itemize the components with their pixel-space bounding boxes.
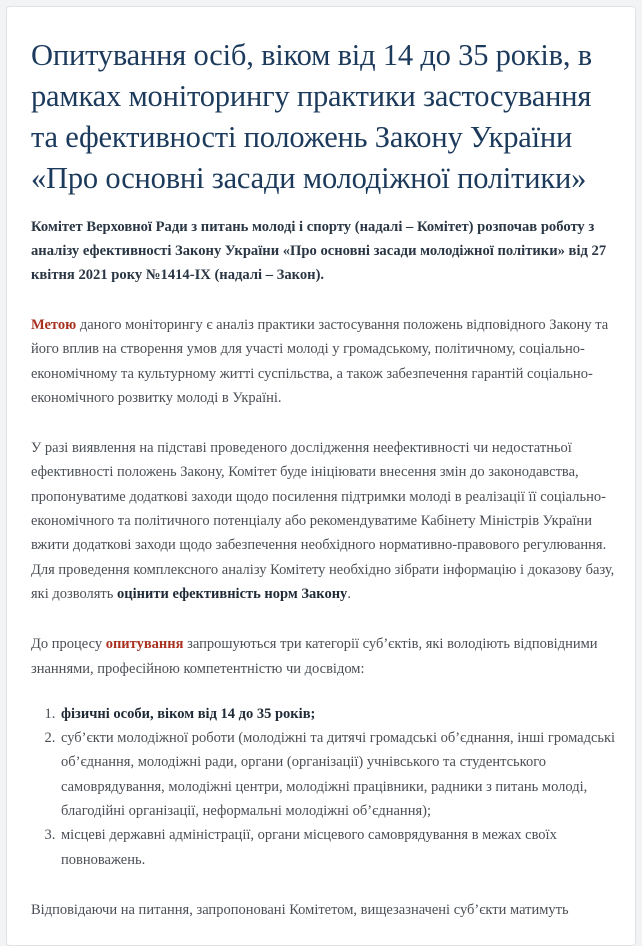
invite-text: До процесу	[31, 636, 106, 653]
invite-text-end: запрошуються три категорії суб’єктів, які володіють відповідними знаннями, професійною компетентністю чи досвідом:	[31, 636, 598, 677]
inefficiency-paragraph: У разі виявлення на підставі проведеного дослідження неефективності чи недостатньої ефективності положень Закону, Комітет буде ініціювати внесення змін до законодавства, пропонуватиме додаткові заходи щодо посилення підтримки молоді в реалізації її соціально-економічного та політичного потенціалу або рекомендуватиме Кабінету Міністрів України вжити додаткові заходи щодо забезпечення необхідного нормативно-правового регулювання.	[31, 440, 607, 554]
list-item-text: місцеві державні адміністрації, органи місцевого самоврядування в межах своїх повноважень.	[61, 827, 557, 868]
list-item-text: фізичні особи, віком від 14 до 35 років;	[61, 705, 316, 722]
analysis-paragraph	[31, 558, 617, 607]
analysis-end: .	[347, 585, 351, 602]
closing-paragraph: Відповідаючи на питання, запропоновані Комітетом, вищезазначені суб’єкти матимуть	[31, 901, 569, 918]
list-item	[59, 726, 617, 823]
list-item	[59, 823, 617, 872]
lead-paragraph: Комітет Верховної Ради з питань молоді і спорту (надалі – Комітет) розпочав роботу з аналізу ефективності Закону України «Про основні засади молодіжної політики» від 27 квітня 2021 року №1414-IX (надалі – Закон).	[31, 219, 607, 283]
purpose-text: даного моніторингу є аналіз практики застосування положень відповідного Закону та його вплив на створення умов для участі молоді у громадському, політичному, соціально-економічному та культурному житті суспільства, а також забезпечення гарантій соціально-економічного розвитку молоді в Україні.	[31, 317, 609, 406]
page-title: Опитування осіб, віком від 14 до 35 років, в рамках моніторингу практики застосування та ефективності положень Закону України «Про основні засади молодіжної політики»	[31, 38, 592, 195]
list-item-text: суб’єкти молодіжної роботи (молодіжні та дитячі громадські об’єднання, інші громадські об’єднання, молодіжні ради, органи (організації) учнівського та студентського самоврядування, молодіжні центри, молодіжні працівники, радники з питань молоді, благодійні організації, неформальні молодіжні об’єднання);	[61, 730, 616, 820]
analysis-text: Для проведення комплексного аналізу Комітету необхідно зібрати інформацію і доказову базу, які дозволять	[31, 561, 615, 602]
analysis-bold: оцінити ефективність норм Закону	[117, 585, 348, 602]
purpose-highlight: Метою	[31, 317, 77, 333]
list-item	[59, 702, 617, 726]
invite-paragraph	[31, 632, 617, 681]
article-content	[31, 7, 617, 922]
article-card	[6, 6, 636, 946]
purpose-paragraph	[31, 313, 617, 410]
invite-highlight: опитування	[105, 636, 184, 653]
categories-list	[31, 702, 617, 872]
